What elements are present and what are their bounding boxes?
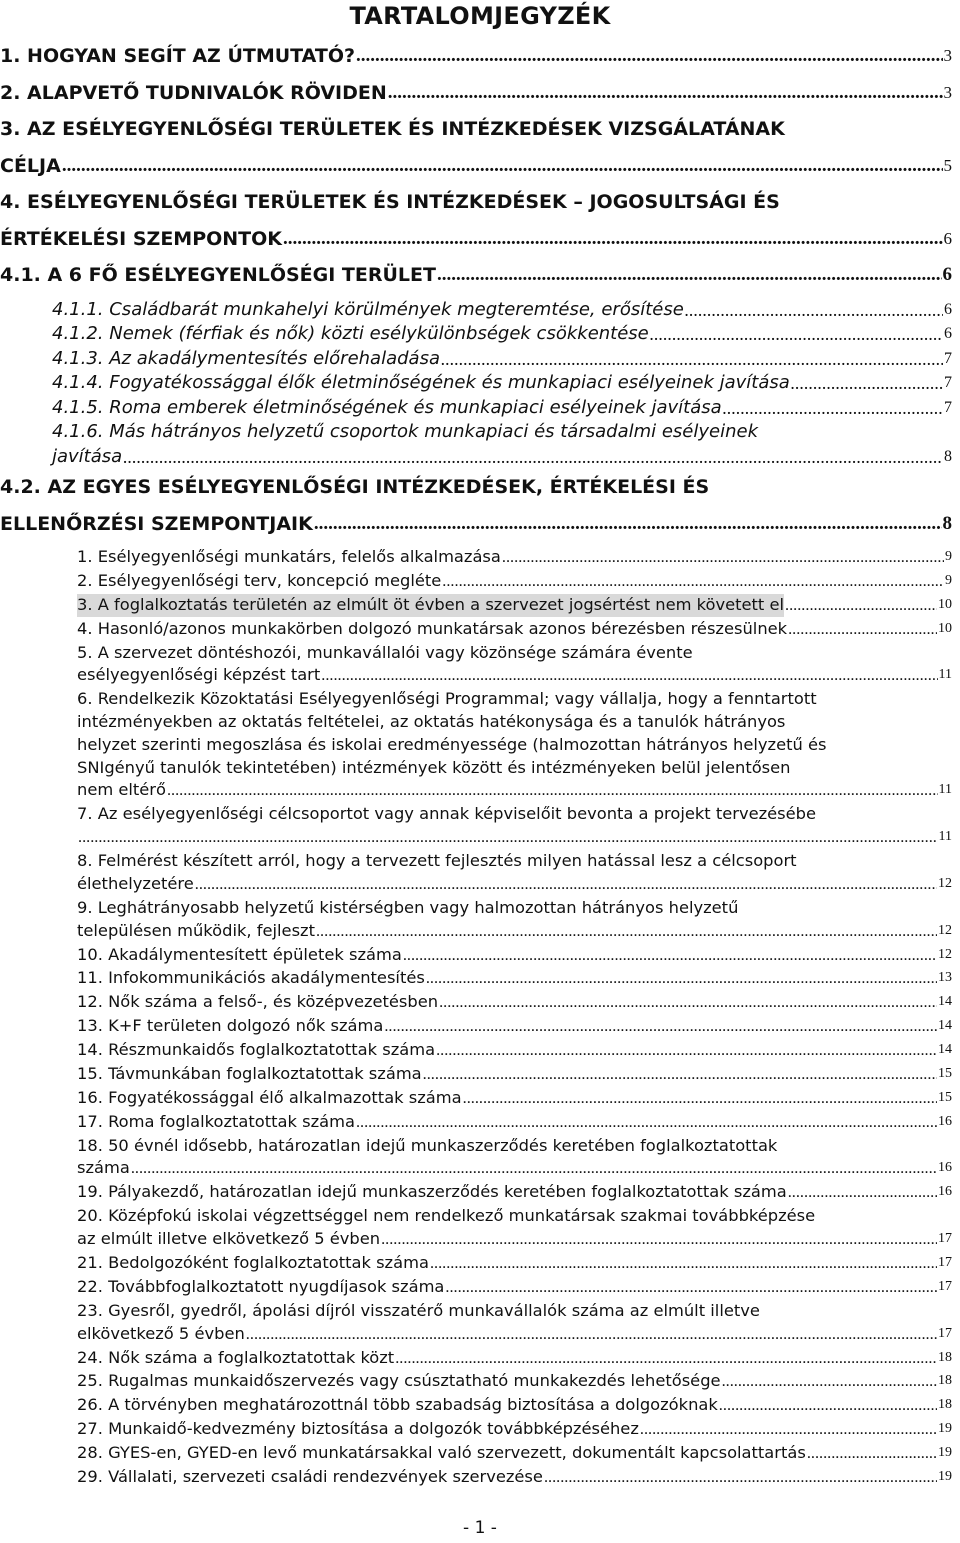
toc-entry[interactable] [0, 594, 952, 617]
toc-entry-title: nem eltérő [77, 780, 166, 800]
toc-entry[interactable] [0, 1300, 952, 1346]
toc-page-number: 15 [938, 1066, 952, 1081]
dot-leader [807, 1442, 937, 1465]
toc-entry-title: esélyegyenlőségi képzést tart [77, 665, 321, 685]
toc-entry[interactable] [0, 570, 952, 593]
toc-entry-title: 2. Esélyegyenlőségi terv, koncepció megléte [77, 570, 442, 590]
toc-entry-title: 4.1.2. Nemek (férfiak és nők) közti esélykülönbségek csökkentése [52, 323, 649, 344]
toc-entry-title: javítása [52, 445, 123, 467]
toc-entry[interactable] [0, 642, 952, 688]
toc-page-number: 19 [938, 1445, 952, 1461]
toc-entry[interactable] [0, 371, 952, 396]
toc-entry[interactable] [0, 1205, 952, 1251]
toc-entry-title: 4.1.6. Más hátrányos helyzetű csoportok munkapiaci és társadalmi esélyeinek [52, 421, 759, 442]
dot-leader [445, 1276, 937, 1299]
toc-entry[interactable] [0, 1418, 952, 1441]
dot-leader [544, 1466, 937, 1489]
toc-entry[interactable] [0, 1111, 952, 1134]
toc-entry-title: 8. Felmérést készített arról, hogy a tervezett fejlesztés milyen hatással lesz a célcsoport [77, 851, 797, 871]
toc-page-number: 13 [938, 970, 952, 986]
dot-leader [439, 991, 937, 1014]
dot-leader [356, 1111, 937, 1134]
toc-entry-title: 6. Rendelkezik Közoktatási Esélyegyenlőségi Programmal; vagy vállalja, hogy a fenntartott [77, 689, 817, 709]
toc-entry[interactable] [0, 347, 952, 372]
toc-entry-title: 12. Nők száma a felső-, és középvezetésben [77, 992, 439, 1012]
toc-entry-title: ELLENŐRZÉSI SZEMPONTJAIK [0, 512, 313, 535]
toc-page-number: 8 [942, 512, 952, 534]
toc-entry-title: 2. ALAPVETŐ TUDNIVALÓK RÖVIDEN [0, 81, 387, 104]
dot-leader [719, 1394, 937, 1417]
toc-entry-title: CÉLJA [0, 154, 61, 177]
toc-entry-title: az elmúlt illetve elkövetkező 5 évben [77, 1229, 381, 1249]
toc-page-number: 7 [944, 349, 952, 367]
toc-entry[interactable] [0, 546, 952, 569]
toc-entry-title: 4. Hasonló/azonos munkakörben dolgozó munkatársak azonos bérezésben részesülnek [77, 618, 788, 638]
toc-page-number: 3 [943, 46, 952, 65]
dot-leader [502, 546, 944, 569]
toc-entry-title: 28. GYES-en, GYED-en levő munkatársakkal való szervezett, dokumentált kapcsolattartás [77, 1443, 806, 1463]
toc-entry[interactable] [0, 1370, 952, 1393]
toc-entry[interactable] [0, 688, 952, 802]
toc-page-number: 12 [938, 875, 952, 891]
toc-page-number: 11 [938, 829, 952, 845]
toc-page-number: 12 [938, 922, 952, 938]
toc-entry-title: 11. Infokommunikációs akadálymentesítés [77, 968, 425, 988]
dot-leader [246, 1323, 937, 1346]
toc-page-number: 12 [938, 946, 952, 962]
toc-entry-title: 13. K+F területen dolgozó nők száma [77, 1016, 384, 1036]
toc-page-number: 8 [944, 447, 952, 465]
toc-entry[interactable] [0, 184, 952, 257]
dot-leader [321, 664, 937, 687]
toc-entry-title: 29. Vállalati, szervezeti családi rendezvények szervezése [77, 1467, 543, 1486]
dot-leader [384, 1015, 937, 1038]
dot-leader [723, 396, 943, 421]
toc-page-number: 5 [943, 155, 952, 175]
toc-entry[interactable] [0, 1039, 952, 1062]
dot-leader [167, 779, 938, 802]
toc-entry-title: 4.1.1. Családbarát munkahelyi körülmények megteremtése, erősítése [52, 298, 684, 320]
dot-leader [463, 1087, 937, 1110]
toc-entry-title: SNIgényű tanulók tekintetében) intézmények között és intézményeken belül jelentősen [77, 757, 791, 777]
toc-entry[interactable] [0, 1015, 952, 1038]
toc-entry[interactable] [0, 897, 952, 943]
toc-page-number: 17 [938, 1325, 952, 1341]
toc-entry[interactable] [0, 850, 952, 896]
toc-page-number: 16 [938, 1184, 952, 1200]
toc-entry-title: 5. A szervezet döntéshozói, munkavállalói vagy közönsége számára évente [77, 642, 693, 662]
dot-leader [356, 38, 942, 75]
toc-entry[interactable] [0, 1347, 952, 1370]
toc-entry-title: 19. Pályakezdő, határozatlan idejű munkaszerződés keretében foglalkoztatottak száma [77, 1182, 787, 1202]
toc-entry[interactable] [0, 1252, 952, 1275]
toc-entry-title: 1. HOGYAN SEGÍT AZ ÚTMUTATÓ? [0, 45, 356, 67]
toc-entry-title: 4. ESÉLYEGYENLŐSÉGI TERÜLETEK ÉS INTÉZKEDÉSEK – JOGOSULTSÁGI ÉS [0, 191, 780, 213]
toc-page-number: 19 [938, 1421, 952, 1437]
dot-leader [381, 1228, 937, 1251]
toc-entry-title: 3. AZ ESÉLYEGYENLŐSÉGI TERÜLETEK ÉS INTÉZKEDÉSEK VIZSGÁLATÁNAK [0, 118, 785, 140]
toc-entry-title: elkövetkező 5 évben [77, 1323, 245, 1343]
toc-page-number: 9 [945, 572, 952, 588]
dot-leader [395, 1347, 937, 1370]
toc-entry-title: 20. Középfokú iskolai végzettséggel nem rendelkező munkatársak szakmai továbbképzése [77, 1206, 816, 1226]
toc-page-number: 14 [938, 994, 952, 1010]
dot-leader [430, 1252, 937, 1275]
dot-leader [426, 967, 937, 990]
toc-page-number: 18 [938, 1397, 952, 1413]
toc-page-number: 15 [938, 1089, 952, 1105]
dot-leader [314, 506, 942, 543]
toc-entry[interactable] [0, 469, 952, 542]
toc-entry-title: 26. A törvényben meghatározottnál több szabadság biztosítása a dolgozóknak [77, 1395, 718, 1415]
toc-page-number: 6 [944, 325, 952, 342]
toc-entry[interactable] [0, 298, 952, 323]
toc-page-number: 6 [944, 300, 952, 318]
toc-page-number: 6 [943, 228, 952, 248]
toc-entry-title: 4.1. A 6 FŐ ESÉLYEGYENLŐSÉGI TERÜLET [0, 264, 436, 286]
toc-page-number: 18 [938, 1349, 952, 1365]
dot-leader [442, 570, 944, 593]
toc-entry[interactable] [0, 322, 952, 347]
toc-title: TARTALOMJEGYZÉK [349, 2, 611, 30]
toc-entry[interactable] [0, 1442, 952, 1465]
toc-entry[interactable] [0, 1087, 952, 1110]
toc-page-number: 17 [938, 1231, 952, 1247]
toc-entry-title: 4.2. AZ EGYES ESÉLYEGYENLŐSÉGI INTÉZKEDÉSEK, ÉRTÉKELÉSI ÉS [0, 476, 710, 498]
dot-leader [788, 1181, 937, 1204]
toc-page-number: 16 [938, 1160, 952, 1176]
dot-leader [123, 445, 943, 470]
dot-leader [436, 1039, 937, 1062]
toc-entry[interactable] [0, 1466, 952, 1489]
toc-entry[interactable] [0, 111, 952, 184]
dot-leader [388, 75, 943, 112]
toc-entry[interactable] [0, 967, 952, 990]
dot-leader [78, 826, 938, 849]
toc-entry-title: 9. Leghátrányosabb helyzetű kistérségben vagy halmozottan hátrányos helyzetű [77, 897, 739, 917]
dot-leader [423, 1063, 937, 1086]
dot-leader [62, 148, 943, 185]
toc-entry[interactable] [0, 944, 952, 967]
toc-entry[interactable] [0, 396, 952, 421]
dot-leader [283, 221, 942, 258]
toc-page-number: 17 [938, 1255, 952, 1270]
toc-entry-title: 1. Esélyegyenlőségi munkatárs, felelős alkalmazása [77, 547, 501, 566]
toc-entry-title: 4.1.4. Fogyatékossággal élők életminőségének és munkapiaci esélyeinek javítása [52, 372, 790, 393]
toc-page-number: 7 [944, 398, 952, 416]
toc-entry-title: élethelyzetére [77, 873, 194, 893]
dot-leader [791, 371, 943, 396]
toc-entry[interactable] [0, 991, 952, 1014]
toc-page-number: 10 [938, 620, 952, 636]
dot-leader [437, 257, 942, 294]
page-number-footer: - 1 - [463, 1518, 497, 1538]
toc-entry-title: 10. Akadálymentesített épületek száma [77, 944, 402, 964]
dot-leader [788, 618, 937, 641]
toc-page-number: 6 [942, 264, 952, 285]
toc-page-number: 7 [944, 374, 952, 391]
toc-entry[interactable] [0, 1276, 952, 1299]
toc-page-number: 18 [938, 1373, 952, 1389]
toc-page-number: 19 [938, 1469, 952, 1484]
toc-page-number: 3 [943, 82, 952, 102]
toc-entry-title: száma [77, 1158, 130, 1178]
toc-entry[interactable] [0, 257, 952, 294]
toc-entry-title: 21. Bedolgozóként foglalkoztatottak száma [77, 1253, 429, 1272]
toc-entry-title: 3. A foglalkoztatás területén az elmúlt öt évben a szervezet jogsértést nem követett el [77, 594, 784, 617]
toc-entry-title: 22. Továbbfoglalkoztatott nyugdíjasok száma [77, 1276, 445, 1296]
toc-entry-title: településen működik, fejleszt [77, 920, 315, 940]
toc-entry-title: 4.1.5. Roma emberek életminőségének és munkapiaci esélyeinek javítása [52, 396, 722, 418]
toc-entry[interactable] [0, 1394, 952, 1417]
dot-leader [785, 594, 937, 617]
toc-entry[interactable] [0, 618, 952, 641]
toc-entry-title: 14. Részmunkaidős foglalkoztatottak száma [77, 1040, 436, 1060]
toc-entry[interactable] [0, 75, 952, 112]
toc-page-number: 14 [938, 1042, 952, 1058]
toc-page-number: 16 [938, 1113, 952, 1129]
toc-entry-title: 24. Nők száma a foglalkoztatottak közt [77, 1347, 395, 1367]
dot-leader [685, 298, 943, 323]
toc-page-number: 11 [938, 667, 952, 683]
dot-leader [441, 347, 943, 372]
toc-page-number: 10 [938, 596, 952, 612]
toc-entry-title: 15. Távmunkában foglalkoztatottak száma [77, 1064, 422, 1083]
toc-entry[interactable] [0, 420, 952, 469]
toc-page-number: 17 [938, 1278, 952, 1294]
toc-entry-title: intézményekben az oktatás feltételei, az oktatás hatékonysága és a tanulók hátrányos [77, 712, 786, 732]
toc-entry-title: 17. Roma foglalkoztatottak száma [77, 1111, 355, 1131]
toc-entry-title: 18. 50 évnél idősebb, határozatlan idejű munkaszerződés keretében foglalkoztatottak [77, 1135, 778, 1155]
toc-entry-title: 23. Gyesről, gyedről, ápolási díjról visszatérő munkavállalók száma az elmúlt illetve [77, 1300, 760, 1320]
toc-entry-title: ÉRTÉKELÉSI SZEMPONTOK [0, 227, 283, 250]
toc-entry-title: 25. Rugalmas munkaidőszervezés vagy csúsztatható munkakezdés lehetősége [77, 1371, 721, 1391]
toc-page-number: 14 [938, 1018, 952, 1034]
toc-entry[interactable] [0, 1181, 952, 1204]
toc-page-number: 9 [945, 549, 952, 564]
dot-leader [650, 322, 943, 347]
toc-entry[interactable] [0, 1135, 952, 1181]
toc-entry[interactable] [0, 803, 952, 849]
dot-leader [131, 1157, 937, 1180]
dot-leader [722, 1370, 937, 1393]
toc-entry-title: 27. Munkaidő-kedvezmény biztosítása a dolgozók továbbképzéséhez [77, 1419, 639, 1439]
dot-leader [640, 1418, 937, 1441]
dot-leader [316, 920, 937, 943]
dot-leader [195, 873, 937, 896]
toc-entry[interactable] [0, 38, 952, 75]
toc-entry-title: 7. Az esélyegyenlőségi célcsoportot vagy annak képviselőit bevonta a projekt tervezésébe [77, 804, 817, 824]
dot-leader [403, 944, 937, 967]
toc-page-number: 11 [938, 782, 952, 798]
toc-entry-title: 16. Fogyatékossággal élő alkalmazottak száma [77, 1087, 462, 1107]
toc-entry-title: 4.1.3. Az akadálymentesítés előrehaladása [52, 347, 440, 369]
toc-entry-title: helyzet szerinti megoszlása és iskolai eredményessége (halmozottan hátrányos helyzetű és [77, 734, 827, 754]
toc-entry[interactable] [0, 1063, 952, 1086]
